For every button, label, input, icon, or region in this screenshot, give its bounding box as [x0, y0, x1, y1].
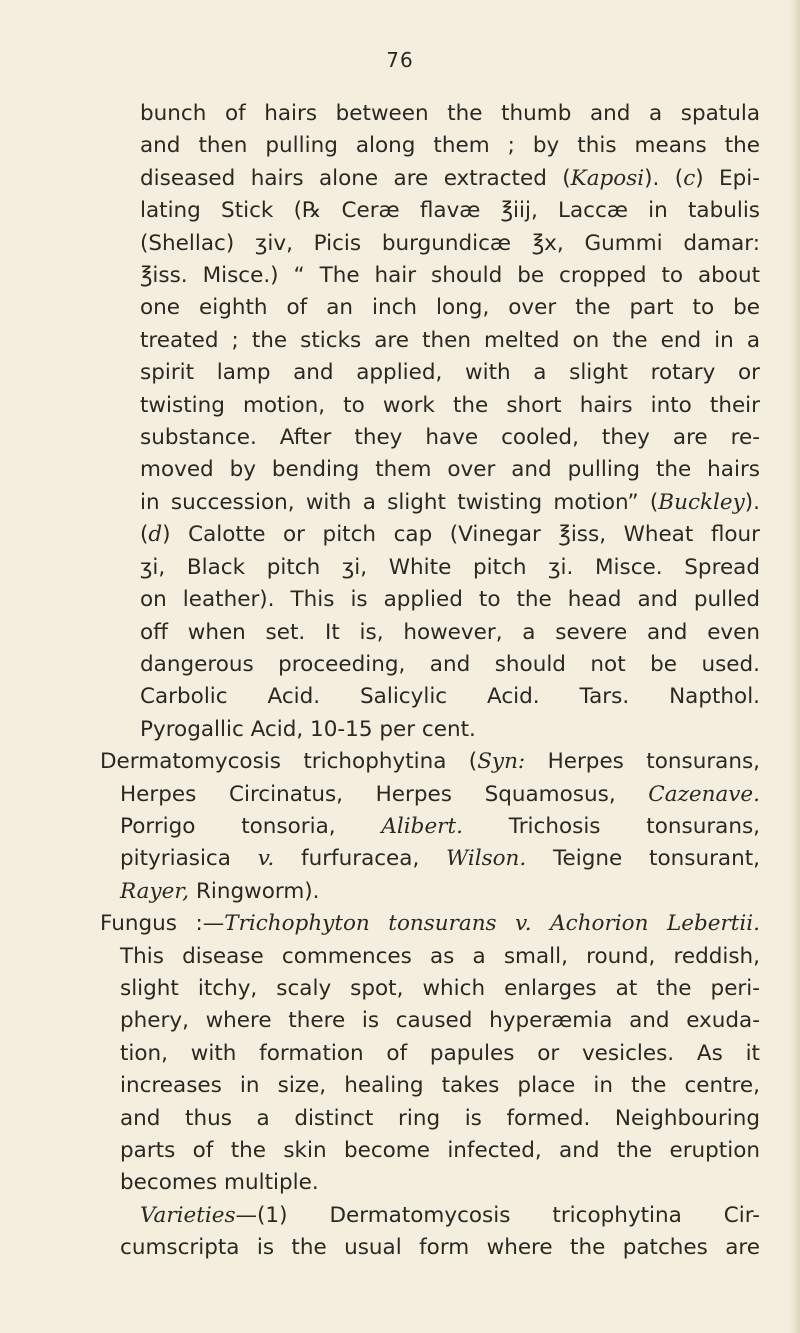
text-segment: ).: [744, 489, 760, 515]
text-segment: Herpes tonsurans,: [525, 749, 760, 775]
text-line: [100, 1005, 760, 1037]
text-segment: parts of the skin become infected, and the eruption: [120, 1138, 760, 1163]
italic-text: Varieties: [140, 1202, 236, 1228]
italic-text: Cazenave.: [648, 781, 760, 807]
text-segment: phery, where there is caused hyperæmia and exuda-: [120, 1008, 760, 1034]
text-segment: Carbolic Acid. Salicylic Acid. Tars. Napthol.: [140, 684, 760, 710]
text-line: [100, 325, 760, 357]
text-segment: (Shellac) ʒiv, Picis burgundicæ ℥x, Gummi damar:: [140, 230, 760, 256]
text-segment: tion, with formation of papules or vesicles. As it: [120, 1040, 760, 1066]
text-segment: Dermatomycosis trichophytina (: [100, 749, 478, 775]
text-line: [100, 876, 760, 908]
text-line: [100, 811, 760, 843]
text-line: [100, 1135, 760, 1167]
page-edge-shadow: [790, 0, 800, 1333]
text-segment: in succession, with a slight twisting motion” (: [140, 489, 659, 515]
text-segment: pityriasica: [120, 846, 258, 872]
text-segment: treated ; the sticks are then melted on the end in a: [140, 327, 760, 353]
italic-text: Buckley: [658, 489, 745, 515]
text-line: [100, 487, 760, 519]
text-segment: spirit lamp and applied, with a slight rotary or: [140, 360, 760, 386]
text-line: [100, 1232, 760, 1264]
text-segment: Porrigo tonsoria,: [120, 813, 382, 839]
text-line: [100, 98, 760, 130]
italic-text: Kaposi: [570, 165, 645, 191]
text-line: [100, 454, 760, 486]
italic-text: Rayer,: [120, 878, 190, 904]
text-line: [100, 941, 760, 973]
text-segment: slight itchy, scaly spot, which enlarges at the peri-: [120, 975, 760, 1001]
text-segment: bunch of hairs between the thumb and a spatula: [140, 101, 760, 126]
text-line: [100, 292, 760, 324]
text-segment: Teigne tonsurant,: [526, 846, 760, 872]
italic-text: v.: [257, 846, 275, 872]
text-line: [100, 617, 760, 649]
text-line: [100, 746, 760, 778]
text-line: [100, 1103, 760, 1135]
text-segment: off when set. It is, however, a severe and even: [140, 619, 760, 645]
text-segment: twisting motion, to work the short hairs into their: [140, 392, 760, 418]
italic-text: Syn:: [477, 749, 526, 775]
text-line: [100, 422, 760, 454]
italic-text: Trichophyton tonsurans v. Achorion Lebertii.: [224, 911, 760, 937]
text-line: [100, 519, 760, 551]
text-segment: This disease commences as a small, round, reddish,: [120, 943, 760, 969]
text-segment: ) Calotte or pitch cap (Vinegar ℥iss, Wheat flour: [162, 522, 760, 548]
text-line: [100, 260, 760, 292]
text-line: [100, 228, 760, 260]
text-line: [100, 163, 760, 195]
italic-text: Wilson.: [446, 846, 527, 872]
text-segment: dangerous proceeding, and should not be used.: [140, 651, 760, 677]
text-segment: cumscripta is the usual form where the patches are: [120, 1235, 760, 1261]
text-segment: on leather). This is applied to the head and pulled: [140, 587, 760, 613]
text-line: [100, 714, 760, 746]
text-segment: Herpes Circinatus, Herpes Squamosus,: [120, 781, 649, 807]
text-line: [100, 843, 760, 875]
text-segment: and then pulling along them ; by this means the: [140, 133, 760, 159]
text-segment: ) Epi-: [695, 165, 761, 191]
text-segment: (: [140, 522, 149, 548]
text-segment: substance. After they have cooled, they are re-: [140, 425, 760, 451]
text-line: [100, 390, 760, 422]
text-segment: one eighth of an inch long, over the part to be: [140, 295, 760, 321]
text-segment: and thus a distinct ring is formed. Neighbouring: [120, 1105, 760, 1131]
text-line: [100, 130, 760, 162]
text-line: [100, 681, 760, 713]
text-segment: diseased hairs alone are extracted (: [140, 165, 571, 191]
text-line: [100, 779, 760, 811]
text-line: [100, 357, 760, 389]
text-segment: Ringworm).: [189, 878, 320, 904]
text-segment: —(1) Dermatomycosis tricophytina Cir-: [235, 1202, 760, 1228]
text-segment: increases in size, healing takes place in the centre,: [120, 1073, 760, 1099]
text-segment: Trichosis tonsurans,: [462, 813, 760, 839]
text-segment: Pyrogallic Acid, 10-15 per cent.: [140, 716, 476, 742]
page-number: 76: [386, 48, 414, 72]
text-segment: ). (: [644, 165, 684, 191]
text-line: [100, 1038, 760, 1070]
text-line: [100, 649, 760, 681]
text-segment: lating Stick (℞ Ceræ flavæ ℥iij, Laccæ in tabulis: [140, 198, 760, 224]
text-segment: ℥iss. Misce.) “ The hair should be cropped to about: [140, 263, 760, 289]
text-segment: becomes multiple.: [120, 1170, 319, 1196]
text-segment: ʒi, Black pitch ʒi, White pitch ʒi. Misce. Spread: [140, 554, 760, 580]
italic-text: c: [683, 165, 696, 191]
italic-text: d: [148, 522, 163, 548]
italic-text: Alibert.: [381, 813, 463, 839]
text-line: [100, 908, 760, 940]
text-line: [100, 1070, 760, 1102]
body-text: [100, 98, 760, 1265]
text-segment: Fungus :—: [100, 911, 225, 937]
text-line: [100, 973, 760, 1005]
text-line: [100, 552, 760, 584]
text-line: [100, 195, 760, 227]
text-line: [100, 584, 760, 616]
text-segment: moved by bending them over and pulling the hairs: [140, 457, 760, 483]
text-line: [100, 1200, 760, 1232]
text-segment: furfuracea,: [274, 846, 447, 872]
text-line: [100, 1167, 760, 1199]
